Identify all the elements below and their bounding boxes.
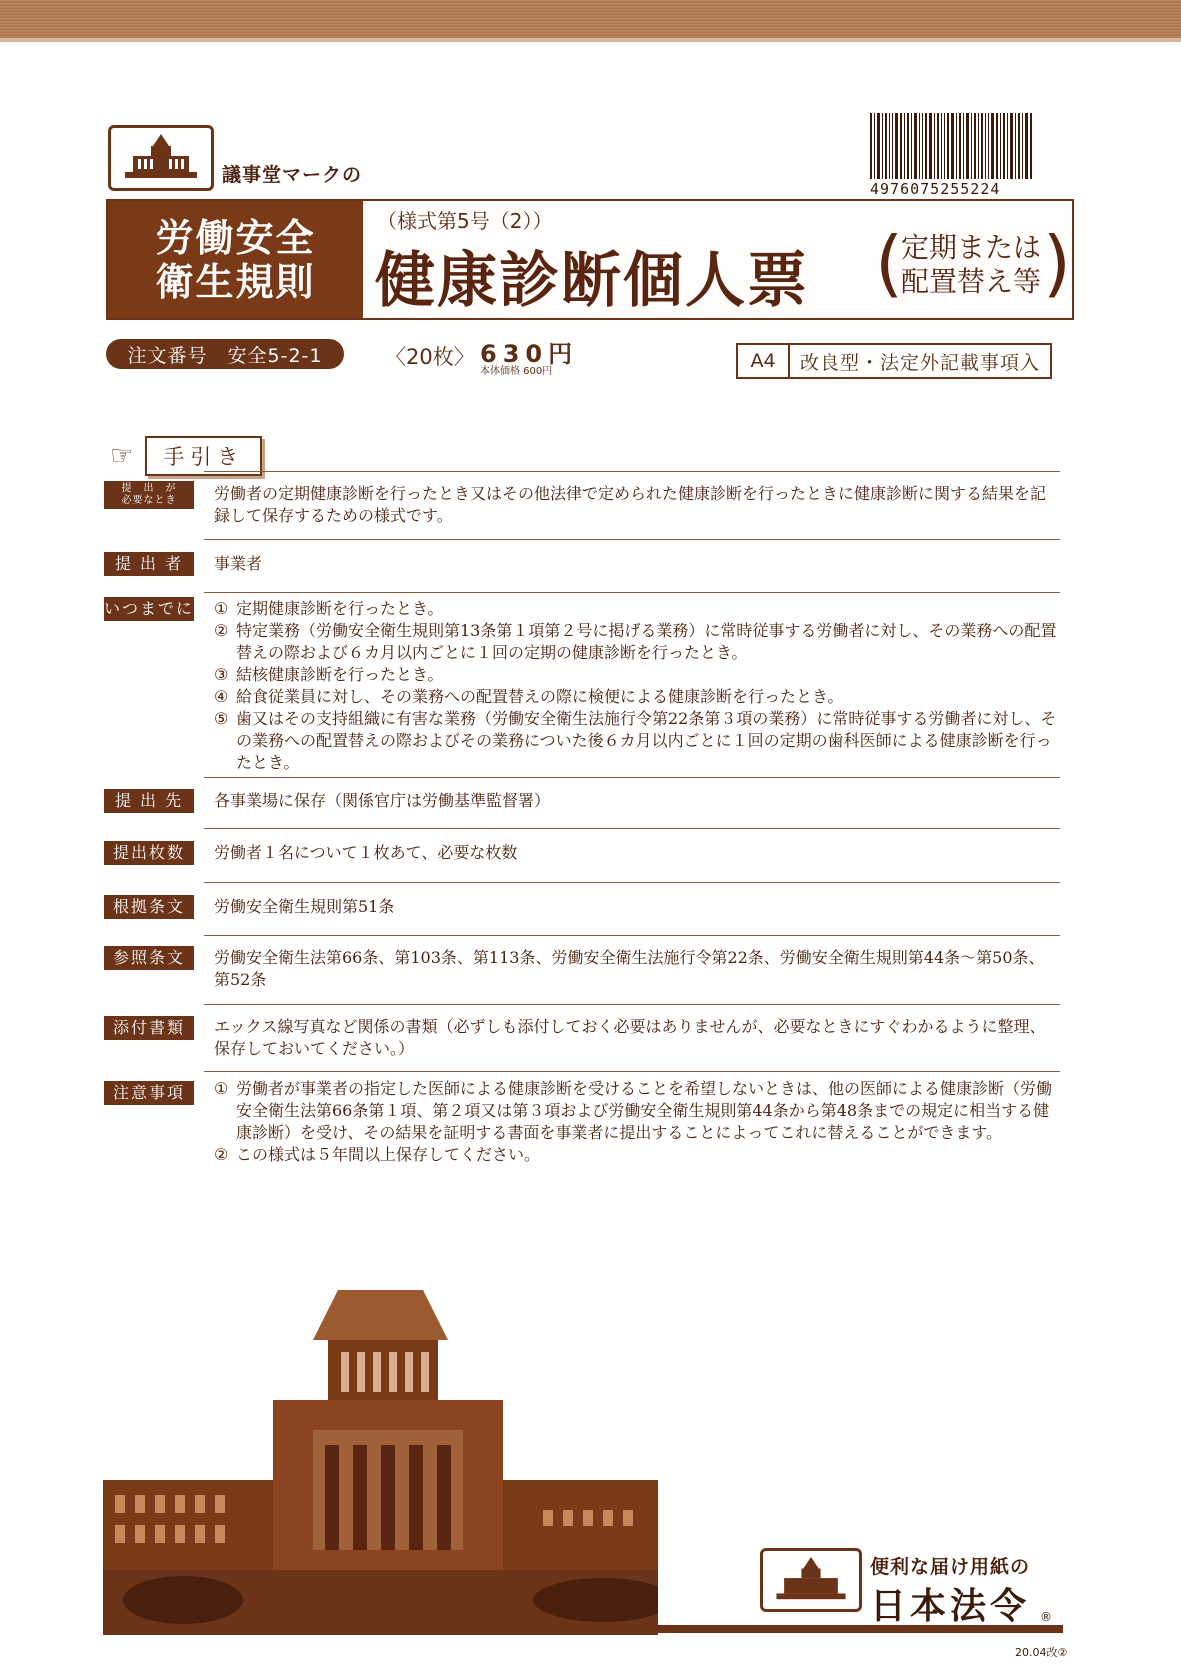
title-banner	[106, 199, 1074, 320]
section-label-notes: 注意事項	[104, 1081, 194, 1105]
list-item: ② 特定業務（労働安全衛生規則第13条第１項第２号に掲げる業務）に常時従事する労働者に対し、その業務への配置替えの際および６カ月以内ごとに１回の定期の健康診断を行ったとき。	[214, 621, 1057, 662]
top-binding-strip	[0, 0, 1181, 38]
guide-label: 手引き	[145, 436, 262, 476]
section-label-attachments: 添付書類	[104, 1016, 194, 1040]
section-label-deadline: いつまでに	[104, 597, 194, 621]
section-content-submitter: 事業者	[214, 554, 263, 573]
list-item: ④ 給食従業員に対し、その業務への配置替えの際に検便による健康診断を行ったとき。	[214, 687, 844, 706]
divider	[204, 471, 1060, 472]
section-label-references: 参照条文	[104, 946, 194, 970]
price-note: 本体価格 600円	[480, 366, 553, 377]
section-content-attachments: エックス線写真など関係の書類（必ずしも添付しておく必要はありませんが、必要なときにすぐわかるように整理、保存しておいてください。）	[214, 1017, 1046, 1058]
section-content-when-required: 労働者の定期健康診断を行ったとき又はその他法律で定められた健康診断を行ったときに健康診断に関する結果を記録して保存するための様式です。	[214, 484, 1047, 525]
divider	[204, 1071, 1060, 1072]
list-item: ① 労働者が事業者の指定した医師による健康診断を受けることを希望しないときは、他の医師による健康診断（労働安全衛生法第66条第１項、第２項又は第３項および労働安全衛生規則第44条から第48条までの規定に相当する健康診断）を受け、その結果を証明する書面を事業者に提出することによってこれに替えることができます。	[214, 1079, 1053, 1142]
category-line1: 労働安全	[155, 215, 316, 260]
section-content-basis: 労働安全衛生規則第51条	[214, 897, 395, 916]
subtitle-line1: 定期または	[901, 231, 1042, 264]
barcode-bars	[870, 113, 1070, 179]
section-content-notes	[214, 1078, 1060, 1166]
section-content-references: 労働安全衛生法第66条、第103条、第113条、労働安全衛生法施行令第22条、労働安全衛生規則第44条～第50条、第52条	[214, 948, 1045, 989]
form-number: （様式第5号（2））	[377, 209, 553, 233]
brand-name: 日本法令	[870, 1586, 1031, 1627]
barcode	[870, 113, 1070, 198]
diet-building-logo-icon	[108, 125, 214, 191]
divider	[204, 935, 1060, 936]
binding-edge	[0, 38, 1181, 42]
brand-slogan: 便利な届け用紙の	[870, 1556, 1031, 1578]
order-number: 注文番号 安全5-2-1	[106, 339, 344, 369]
section-content-deadline	[214, 598, 1060, 774]
edition-code: 20.04改②	[1015, 1646, 1068, 1659]
subtitle-close-paren: )	[1042, 221, 1071, 305]
divider	[204, 828, 1060, 829]
paper-size: A4	[738, 345, 790, 377]
form-title: 健康診断個人票	[375, 246, 809, 316]
size-note: 改良型・法定外記載事項入	[800, 351, 1041, 374]
section-label-basis: 根拠条文	[104, 895, 194, 919]
section-label-copies: 提出枚数	[104, 841, 194, 865]
list-item: ⑤ 歯又はその支持組織に有害な業務（労働安全衛生法施行令第22条第３項の業務）に常時従事する労働者に対し、その業務への配置替えの際およびその業務についた後６カ月以内ごとに１回の定期の歯科医師による健康診断を行ったとき。	[214, 709, 1057, 772]
category-block	[108, 201, 363, 318]
size-box	[736, 343, 1052, 379]
category-line2: 衛生規則	[155, 259, 316, 304]
subtitle-line2: 配置替え等	[901, 265, 1042, 298]
section-label-submitter: 提 出 者	[104, 552, 194, 576]
title-block	[363, 201, 1072, 318]
guide-heading	[110, 436, 262, 476]
price: 630円	[480, 340, 579, 368]
diet-building-logo-icon	[760, 1548, 862, 1612]
divider	[204, 592, 1060, 593]
diet-building-photo	[103, 1270, 658, 1635]
subtitle-open-paren: (	[875, 221, 904, 305]
divider	[204, 882, 1060, 883]
logo-top	[108, 125, 214, 191]
list-item: ③ 結核健康診断を行ったとき。	[214, 665, 444, 684]
tagline-top: 議事堂マークの	[222, 164, 363, 186]
registered-mark: ®	[1040, 1610, 1052, 1624]
logo-bottom	[760, 1548, 862, 1612]
section-label-destination: 提 出 先	[104, 789, 194, 813]
divider	[204, 777, 1060, 778]
divider	[204, 1004, 1060, 1005]
list-item: ① 定期健康診断を行ったとき。	[214, 599, 444, 618]
barcode-number: 4976075255224	[870, 180, 1001, 198]
sheet-count: 〈20枚〉	[385, 345, 475, 369]
pointing-hand-icon: ☞	[110, 441, 134, 471]
section-label-when-required: 提 出 が 必要なとき	[104, 481, 194, 509]
subtitle	[875, 221, 1071, 305]
section-content-destination: 各事業場に保存（関係官庁は労働基準監督署）	[214, 791, 551, 810]
divider	[204, 539, 1060, 540]
list-item: ② この様式は５年間以上保存してください。	[214, 1145, 541, 1164]
subtitle-text	[901, 231, 1041, 299]
section-content-copies: 労働者１名について１枚あて、必要な枚数	[214, 843, 518, 862]
